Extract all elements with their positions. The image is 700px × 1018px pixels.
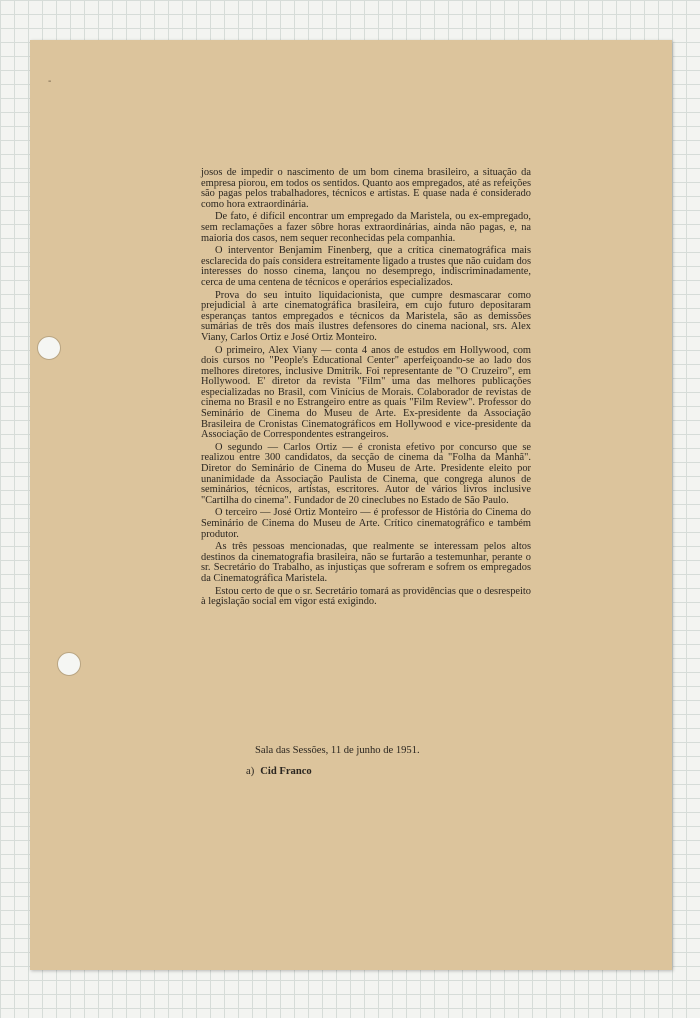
punch-hole-bottom [57, 652, 81, 676]
signature-name: Cid Franco [260, 766, 312, 777]
punch-hole-top [37, 336, 61, 360]
paragraph-8: As três pessoas mencionadas, que realmente se interessam pelos altos destinos da cinematografia brasileira, não se furtarão a testemunhar, perante o sr. Secretário do Trabalho, as injustiças que sofreram e sofrem os empregados da Cinematográfica Maristela. [201, 541, 531, 584]
paragraph-7: O terceiro — José Ortiz Monteiro — é professor de História do Cinema do Seminário de Cinema do Museu de Arte. Crítico cinematográfico e também produtor. [201, 507, 531, 540]
paragraph-4: Prova do seu intuito liquidacionista, que cumpre desmascarar como prejudicial à arte cinematográfica brasileira, em cujo futuro depositaram esperanças tantos empregados e técnicos da Maristela, são as demissões sumárias de três dos mais ilustres defensores do cinema nacional, srs. Alex Viany, Carlos Ortiz e José Ortiz Monteiro. [201, 289, 531, 343]
paragraph-9: Estou certo de que o sr. Secretário tomará as providências que o desrespeito à legislação social em vigor está exigindo. [201, 585, 531, 608]
document-page [30, 40, 672, 970]
signature-prefix: a) [246, 766, 255, 777]
place-date: Sala das Sessões, 11 de junho de 1951. [255, 745, 420, 756]
paragraph-5: O primeiro, Alex Viany — conta 4 anos de estudos em Hollywood, com dois cursos no "People's Educational Center" aperfeiçoando-se ao lado dos melhores diretores, inclusive Dmitrik. Foi representante de "O Cruzeiro", em Hollywood. E' diretor da revista "Film" uma das melhores publicações especializadas no Brasil, com Vinícius de Morais. Colaborador de revistas de cinema no Brasil e no Estrangeiro entre as quais "Film Review". Professor do Seminário de Cinema do Museu de Arte. Ex-presidente da Associação Brasileira de Cronistas Cinematográficos em Hollywood e vice-presidente da Associação de Correspondentes estrangeiros. [201, 344, 531, 441]
paragraph-2: De fato, é difícil encontrar um empregado da Maristela, ou ex-empregado, sem reclamações a fazer sôbre horas extraordinárias, ainda não pagas, e, na maioria dos casos, nem sequer reconhecidas pela companhia. [201, 211, 531, 244]
paragraph-1: josos de impedir o nascimento de um bom cinema brasileiro, a situação da empresa piorou, em todos os sentidos. Quanto aos empregados, até as refeições são pagas pelos trabalhadores, técnicos e artistas. E quase nada é considerado como hora extraordinária. [201, 167, 531, 210]
signature [246, 766, 312, 777]
paragraph-6: O segundo — Carlos Ortiz — é cronista efetivo por concurso que se realizou entre 300 candidatos, da secção de cinema da "Folha da Manhã". Diretor do Seminário de Cinema do Museu de Arte. Presidente eleito por unanimidade da Associação Paulista de Cinema, que congrega alunos de seminários, técnicos, artistas, escritores. Autor de vários livros inclusive "Cartilha do cinema". Fundador de 20 cineclubes no Estado de São Paulo. [201, 441, 531, 506]
body-text [201, 168, 531, 608]
corner-mark: - [48, 76, 52, 87]
paragraph-3: O interventor Benjamim Finenberg, que a crítica cinematográfica mais esclarecida do país considera estreitamente ligado a trustes que não cuidam dos interesses do nosso cinema, lançou no desemprego, indiscriminadamente, cerca de uma centena de técnicos e operários especializados. [201, 245, 531, 288]
